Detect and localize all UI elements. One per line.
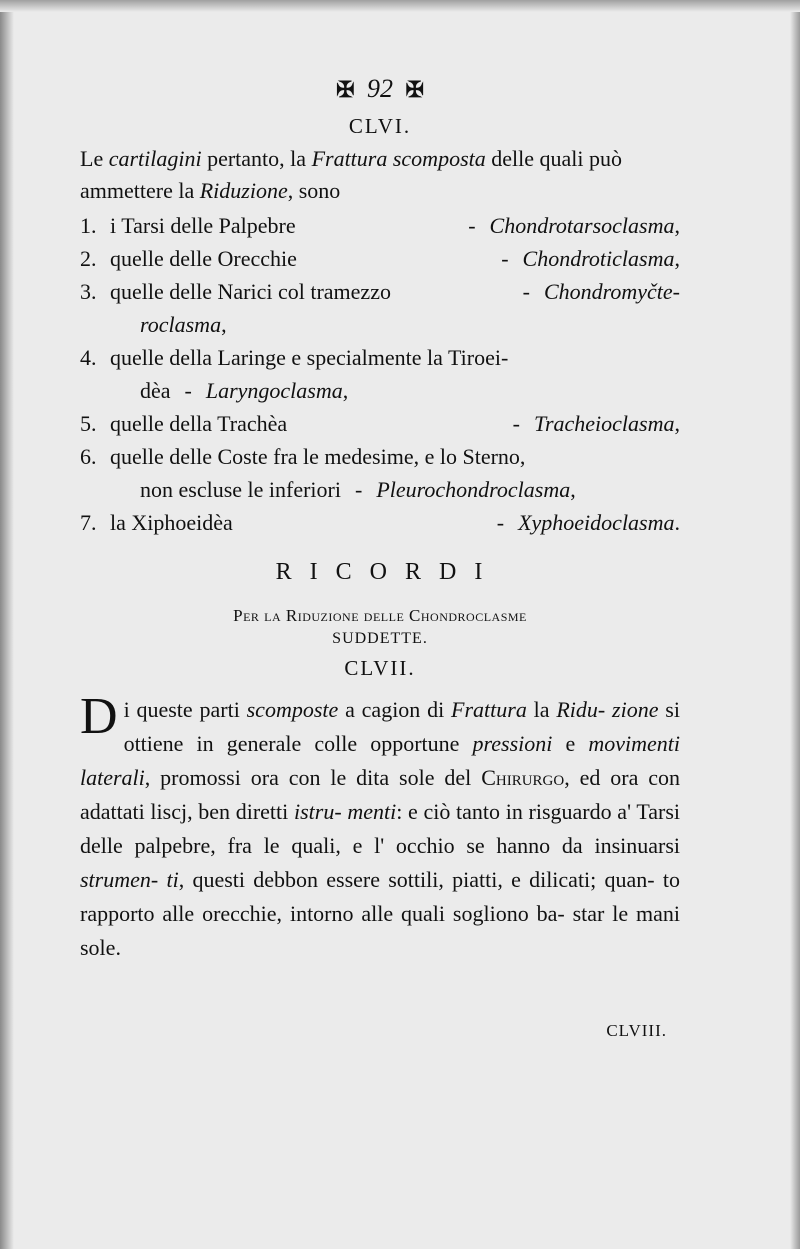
list-item-continuation: non escluse le inferiori (140, 477, 341, 502)
list-item-dash: - (468, 213, 476, 238)
list-item-dash: - (355, 477, 363, 502)
list-item-term: Tracheioclasma (533, 411, 675, 436)
list-item-term: Pleurochondroclasma (376, 477, 571, 502)
list-item (80, 275, 680, 341)
list-item-dash: - (512, 411, 520, 436)
list-item-punct: , (674, 213, 680, 238)
list-item-number: 3. (80, 279, 97, 304)
body-text-segment: to rapporto alle orecchie, intorno alle quali sogliono ba- (80, 867, 680, 926)
list-item (80, 506, 680, 539)
body-text-segment: menti (347, 799, 397, 824)
list-item-number: 5. (80, 411, 97, 436)
ricordi-subtitle: Per la Riduzione delle Chondroclasme (233, 606, 527, 625)
list-item-dash: - (184, 378, 192, 403)
section-heading-clvi: CLVI. (348, 114, 412, 138)
intro-text-segment: pertanto, la (201, 146, 312, 171)
intro-text-segment: cartilagini (108, 146, 202, 171)
list-item (80, 440, 680, 506)
intro-paragraph (80, 143, 680, 207)
list-item-punct: , (221, 312, 227, 337)
list-item-text: quelle della Laringe e specialmente la Tiroei- (110, 345, 509, 370)
section-heading-clvii: CLVII. (344, 656, 416, 680)
list-item-continuation: dèa (140, 378, 171, 403)
body-text-segment: zione (612, 697, 659, 722)
page-content (80, 60, 680, 965)
body-text-segment: e (552, 731, 576, 756)
page-edge-top (0, 0, 800, 12)
page-number: 92 (367, 74, 393, 103)
page-edge-left (0, 0, 14, 1249)
body-text-segment: , ed ora con adattati liscj, ben diretti (80, 765, 681, 824)
list-item-text: quelle della Trachèa (110, 411, 288, 436)
list-item (80, 341, 680, 407)
body-text-segment: pressioni (472, 731, 553, 756)
page-edge-right (790, 0, 800, 1249)
body-text-segment: i queste parti (123, 697, 247, 722)
list-item-punct: , (570, 477, 576, 502)
catchword: CLVIII. (606, 1021, 667, 1040)
list-item-number: 1. (80, 213, 97, 238)
list-item-term: Xyphoeidoclasma (518, 510, 675, 535)
list-item-text: i Tarsi delle Palpebre (110, 213, 296, 238)
body-text-segment: Frattura (451, 697, 527, 722)
list-item-term: Laryngoclasma (205, 378, 343, 403)
body-text-segment: Ridu- (556, 697, 606, 722)
list-item-term: Chondromyčte- (543, 279, 680, 304)
list-item-term: Chondrotarsoclasma (489, 213, 675, 238)
intro-text-segment: , sono (287, 178, 341, 203)
body-text-segment: , questi debbon essere sottili, piatti, e dilicati; quan- (178, 867, 655, 892)
list-item-number: 6. (80, 444, 97, 469)
list-item-text: quelle delle Orecchie (110, 246, 297, 271)
body-text-segment: strumen- (80, 867, 159, 892)
list-item-text: quelle delle Narici col tramezzo (110, 279, 391, 304)
page-header (80, 74, 680, 114)
ornament-left-icon: ✠ (336, 77, 355, 102)
list-item-term: Chondroticlasma (522, 246, 675, 271)
cartilage-list (80, 209, 680, 539)
list-item-number: 4. (80, 345, 97, 370)
body-text-segment: Chirurgo (481, 765, 565, 790)
list-item-dash: - (522, 279, 530, 304)
list-item-number: 7. (80, 510, 97, 535)
body-text-segment: : e ciò tanto in risguardo a' Tarsi delle palpebre, (80, 799, 680, 858)
body-text-segment: la (526, 697, 557, 722)
list-item-number: 2. (80, 246, 97, 271)
list-item (80, 242, 680, 275)
list-item-text: la Xiphoeidèa (110, 510, 233, 535)
ricordi-title: RICORDI (275, 559, 501, 585)
body-text-segment: a cagion di (338, 697, 452, 722)
body-paragraph (80, 688, 681, 965)
intro-text-segment: Riduzione (199, 178, 288, 203)
list-item-text: quelle delle Coste fra le medesime, e lo Sterno, (110, 444, 526, 469)
drop-cap: D (80, 688, 118, 745)
list-item-punct: , (674, 246, 680, 271)
list-item-punct: . (674, 510, 680, 535)
list-item-punct: , (674, 411, 680, 436)
list-item (80, 209, 680, 242)
body-text-segment: star le mani sole. (80, 901, 680, 960)
body-text-segment: fra le quali, e l' occhio se hanno da insinuarsi (227, 833, 681, 858)
intro-text-segment: Le (80, 146, 109, 171)
list-item (80, 407, 680, 440)
list-item-punct: , (342, 378, 349, 403)
intro-text-segment: Frattura scomposta (311, 146, 486, 171)
body-text-segment: ti (166, 867, 179, 892)
list-item-dash: - (501, 246, 509, 271)
body-text-segment: si ottiene in generale colle opportune (123, 697, 680, 756)
body-text-segment: , promossi ora con le dita sole del (144, 765, 472, 790)
ornament-right-icon: ✠ (405, 77, 424, 102)
body-text-segment: scomposte (246, 697, 339, 722)
body-text-segment: movimenti laterali (80, 731, 681, 790)
intro-text-segment: delle quali può ammettere la (80, 146, 622, 203)
body-text-segment: istru- (293, 799, 342, 824)
ricordi-subtitle-2: SUDDETTE. (332, 630, 428, 647)
list-item-dash: - (496, 510, 505, 535)
list-item-term-continuation: roclasma (140, 312, 222, 337)
